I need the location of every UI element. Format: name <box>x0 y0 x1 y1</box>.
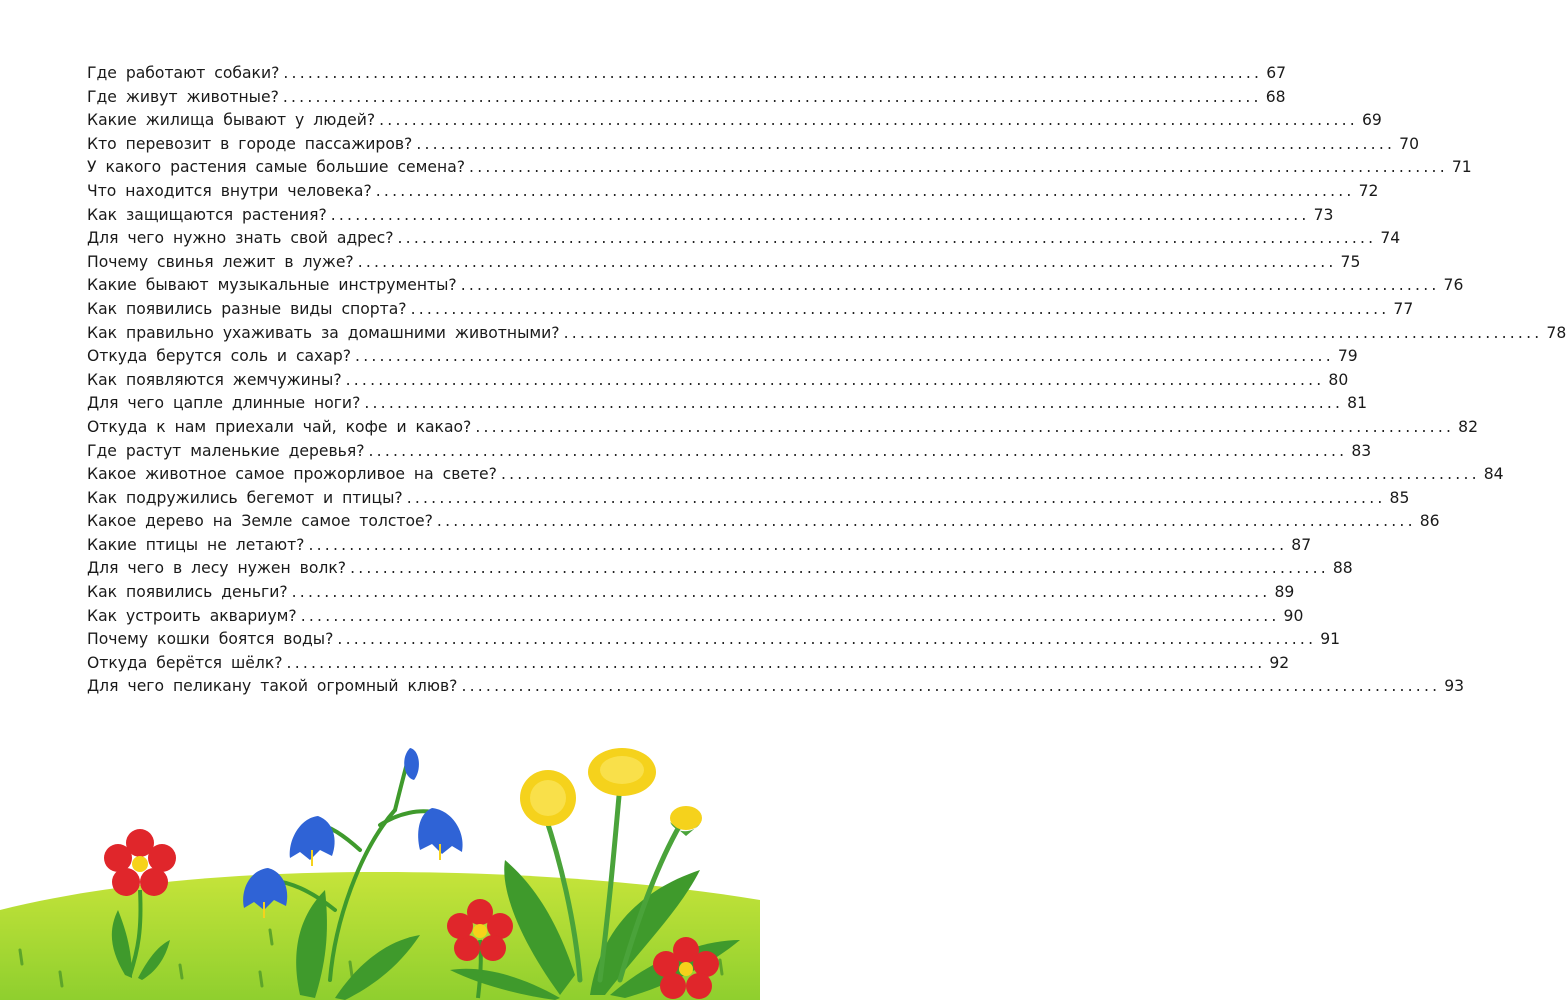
dot-leader: ........................................................................................................................ <box>416 134 1396 153</box>
toc-entry[interactable] <box>87 62 1287 86</box>
toc-entry-title: Как правильно ухаживать за домашними животными? <box>87 323 560 342</box>
dot-leader: ........................................................................................................................ <box>286 653 1266 672</box>
dot-leader: ........................................................................................................................ <box>337 630 1317 649</box>
toc-entry-title: Как появляются жемчужины? <box>87 370 342 389</box>
toc-entry-page: 85 <box>1389 488 1410 507</box>
toc-entry-page: 88 <box>1332 559 1353 578</box>
toc-entry-page: 79 <box>1337 347 1358 366</box>
toc-entry[interactable] <box>87 156 1472 180</box>
toc-entry-page: 81 <box>1347 394 1368 413</box>
toc-entry-page: 77 <box>1393 299 1414 318</box>
toc-entry-title: Почему кошки боятся воды? <box>87 630 334 649</box>
toc-entry-title: Как защищаются растения? <box>87 205 327 224</box>
toc-entry-page: 68 <box>1265 87 1286 106</box>
dot-leader: ........................................................................................................................ <box>355 347 1334 366</box>
toc-entry[interactable] <box>87 487 1410 511</box>
dot-leader: ........................................................................................................................ <box>291 583 1271 602</box>
toc-entry[interactable] <box>87 204 1334 228</box>
dot-leader: ........................................................................................................................ <box>406 488 1386 507</box>
toc-entry-page: 70 <box>1399 134 1419 153</box>
dot-leader: ........................................................................................................................ <box>500 465 1480 484</box>
toc-entry[interactable] <box>87 322 1566 346</box>
toc-entry-title: Как устроить аквариум? <box>87 606 297 625</box>
dot-leader: ........................................................................................................................ <box>283 64 1263 82</box>
toc-entry[interactable] <box>87 416 1478 440</box>
toc-entry-title: Какие жилища бывают у людей? <box>87 111 376 130</box>
toc-entry-page: 80 <box>1328 370 1349 389</box>
toc-entry[interactable] <box>87 369 1349 393</box>
toc-entry-page: 83 <box>1351 441 1372 460</box>
dandelion-flower-icon <box>588 748 656 796</box>
toc-entry-title: Как появились деньги? <box>87 583 288 602</box>
toc-entry-page: 78 <box>1546 323 1566 342</box>
toc-entry[interactable] <box>87 675 1465 699</box>
toc-entry[interactable] <box>87 652 1290 676</box>
dot-leader: ........................................................................................................................ <box>330 205 1310 224</box>
toc-entry-page: 93 <box>1444 677 1465 696</box>
toc-entry-title: Откуда к нам приехали чай, кофе и какао? <box>87 417 472 436</box>
toc-entry-title: Какое животное самое прожорливое на свете? <box>87 465 497 484</box>
toc-entry-page: 75 <box>1340 252 1361 271</box>
dot-leader: ........................................................................................................................ <box>345 370 1325 389</box>
toc-entry[interactable] <box>87 274 1464 298</box>
table-of-contents <box>87 62 1566 699</box>
toc-entry-title: Откуда берутся соль и сахар? <box>87 347 352 366</box>
toc-entry-page: 89 <box>1274 583 1295 602</box>
toc-entry-page: 87 <box>1291 535 1312 554</box>
toc-entry[interactable] <box>87 251 1361 275</box>
dot-leader: ........................................................................................................................ <box>375 181 1355 200</box>
toc-entry-page: 84 <box>1483 465 1504 484</box>
toc-entry-title: Почему свинья лежит в луже? <box>87 252 354 271</box>
toc-entry[interactable] <box>87 605 1304 629</box>
toc-entry-title: Что находится внутри человека? <box>87 181 372 200</box>
toc-entry-title: Откуда берётся шёлк? <box>87 653 283 672</box>
bellflower-icon <box>290 816 335 866</box>
toc-entry[interactable] <box>87 557 1353 581</box>
dot-leader: ........................................................................................................................ <box>282 87 1262 106</box>
toc-entry-page: 76 <box>1443 276 1464 295</box>
toc-entry[interactable] <box>87 510 1440 534</box>
dot-leader: ........................................................................................................................ <box>357 252 1337 271</box>
toc-entry-title: Какое дерево на Земле самое толстое? <box>87 512 433 531</box>
toc-entry-page: 91 <box>1320 630 1341 649</box>
dot-leader: ........................................................................................................................ <box>364 394 1344 413</box>
dot-leader: ........................................................................................................................ <box>410 299 1390 318</box>
toc-entry-page: 74 <box>1380 229 1401 248</box>
toc-entry-title: Как появились разные виды спорта? <box>87 299 407 318</box>
toc-entry-page: 69 <box>1361 111 1382 130</box>
meadow-illustration <box>0 740 760 1000</box>
toc-entry[interactable] <box>87 392 1368 416</box>
toc-entry[interactable] <box>87 298 1414 322</box>
dot-leader: ........................................................................................................................ <box>300 606 1280 625</box>
toc-entry-title: Где растут маленькие деревья? <box>87 441 365 460</box>
toc-entry[interactable] <box>87 628 1341 652</box>
dot-leader: ........................................................................................................................ <box>475 417 1455 436</box>
toc-entry-title: У какого растения самые большие семена? <box>87 158 466 177</box>
toc-entry-title: Где работают собаки? <box>87 64 280 82</box>
toc-entry[interactable] <box>87 180 1379 204</box>
toc-entry[interactable] <box>87 440 1372 464</box>
toc-entry[interactable] <box>87 463 1504 487</box>
toc-entry-title: Где живут животные? <box>87 87 279 106</box>
dot-leader: ........................................................................................................................ <box>436 512 1416 531</box>
dot-leader: ........................................................................................................................ <box>461 677 1441 696</box>
bellflower-icon <box>404 748 419 780</box>
toc-entry[interactable] <box>87 534 1312 558</box>
dot-leader: ........................................................................................................................ <box>379 111 1358 130</box>
toc-entry[interactable] <box>87 109 1382 133</box>
toc-entry-page: 71 <box>1451 158 1472 177</box>
toc-entry-page: 67 <box>1266 64 1287 82</box>
toc-entry-title: Для чего пеликану такой огромный клюв? <box>87 677 458 696</box>
toc-entry-page: 82 <box>1458 417 1478 436</box>
toc-entry[interactable] <box>87 133 1419 157</box>
toc-entry-title: Для чего цапле длинные ноги? <box>87 394 361 413</box>
toc-entry-title: Кто перевозит в городе пассажиров? <box>87 134 413 153</box>
dot-leader: ........................................................................................................................ <box>563 323 1543 342</box>
dot-leader: ........................................................................................................................ <box>308 535 1288 554</box>
dot-leader: ........................................................................................................................ <box>350 559 1329 578</box>
toc-entry-page: 73 <box>1313 205 1334 224</box>
toc-entry[interactable] <box>87 581 1295 605</box>
dot-leader: ........................................................................................................................ <box>469 158 1448 177</box>
bellflower-icon <box>418 808 463 860</box>
toc-entry-page: 72 <box>1358 181 1379 200</box>
toc-entry-page: 92 <box>1269 653 1290 672</box>
toc-entry[interactable] <box>87 345 1358 369</box>
dot-leader: ........................................................................................................................ <box>460 276 1440 295</box>
toc-entry-title: Какие бывают музыкальные инструменты? <box>87 276 457 295</box>
toc-entry-page: 86 <box>1419 512 1440 531</box>
toc-entry-title: Для чего в лесу нужен волк? <box>87 559 347 578</box>
toc-entry-title: Для чего нужно знать свой адрес? <box>87 229 394 248</box>
toc-entry-title: Как подружились бегемот и птицы? <box>87 488 403 507</box>
dot-leader: ........................................................................................................................ <box>368 441 1348 460</box>
toc-entry-page: 90 <box>1283 606 1304 625</box>
toc-entry[interactable] <box>87 227 1401 251</box>
toc-entry-title: Какие птицы не летают? <box>87 535 305 554</box>
toc-entry[interactable] <box>87 86 1286 110</box>
dot-leader: ........................................................................................................................ <box>397 229 1377 248</box>
dandelion-flower-icon <box>520 770 576 826</box>
